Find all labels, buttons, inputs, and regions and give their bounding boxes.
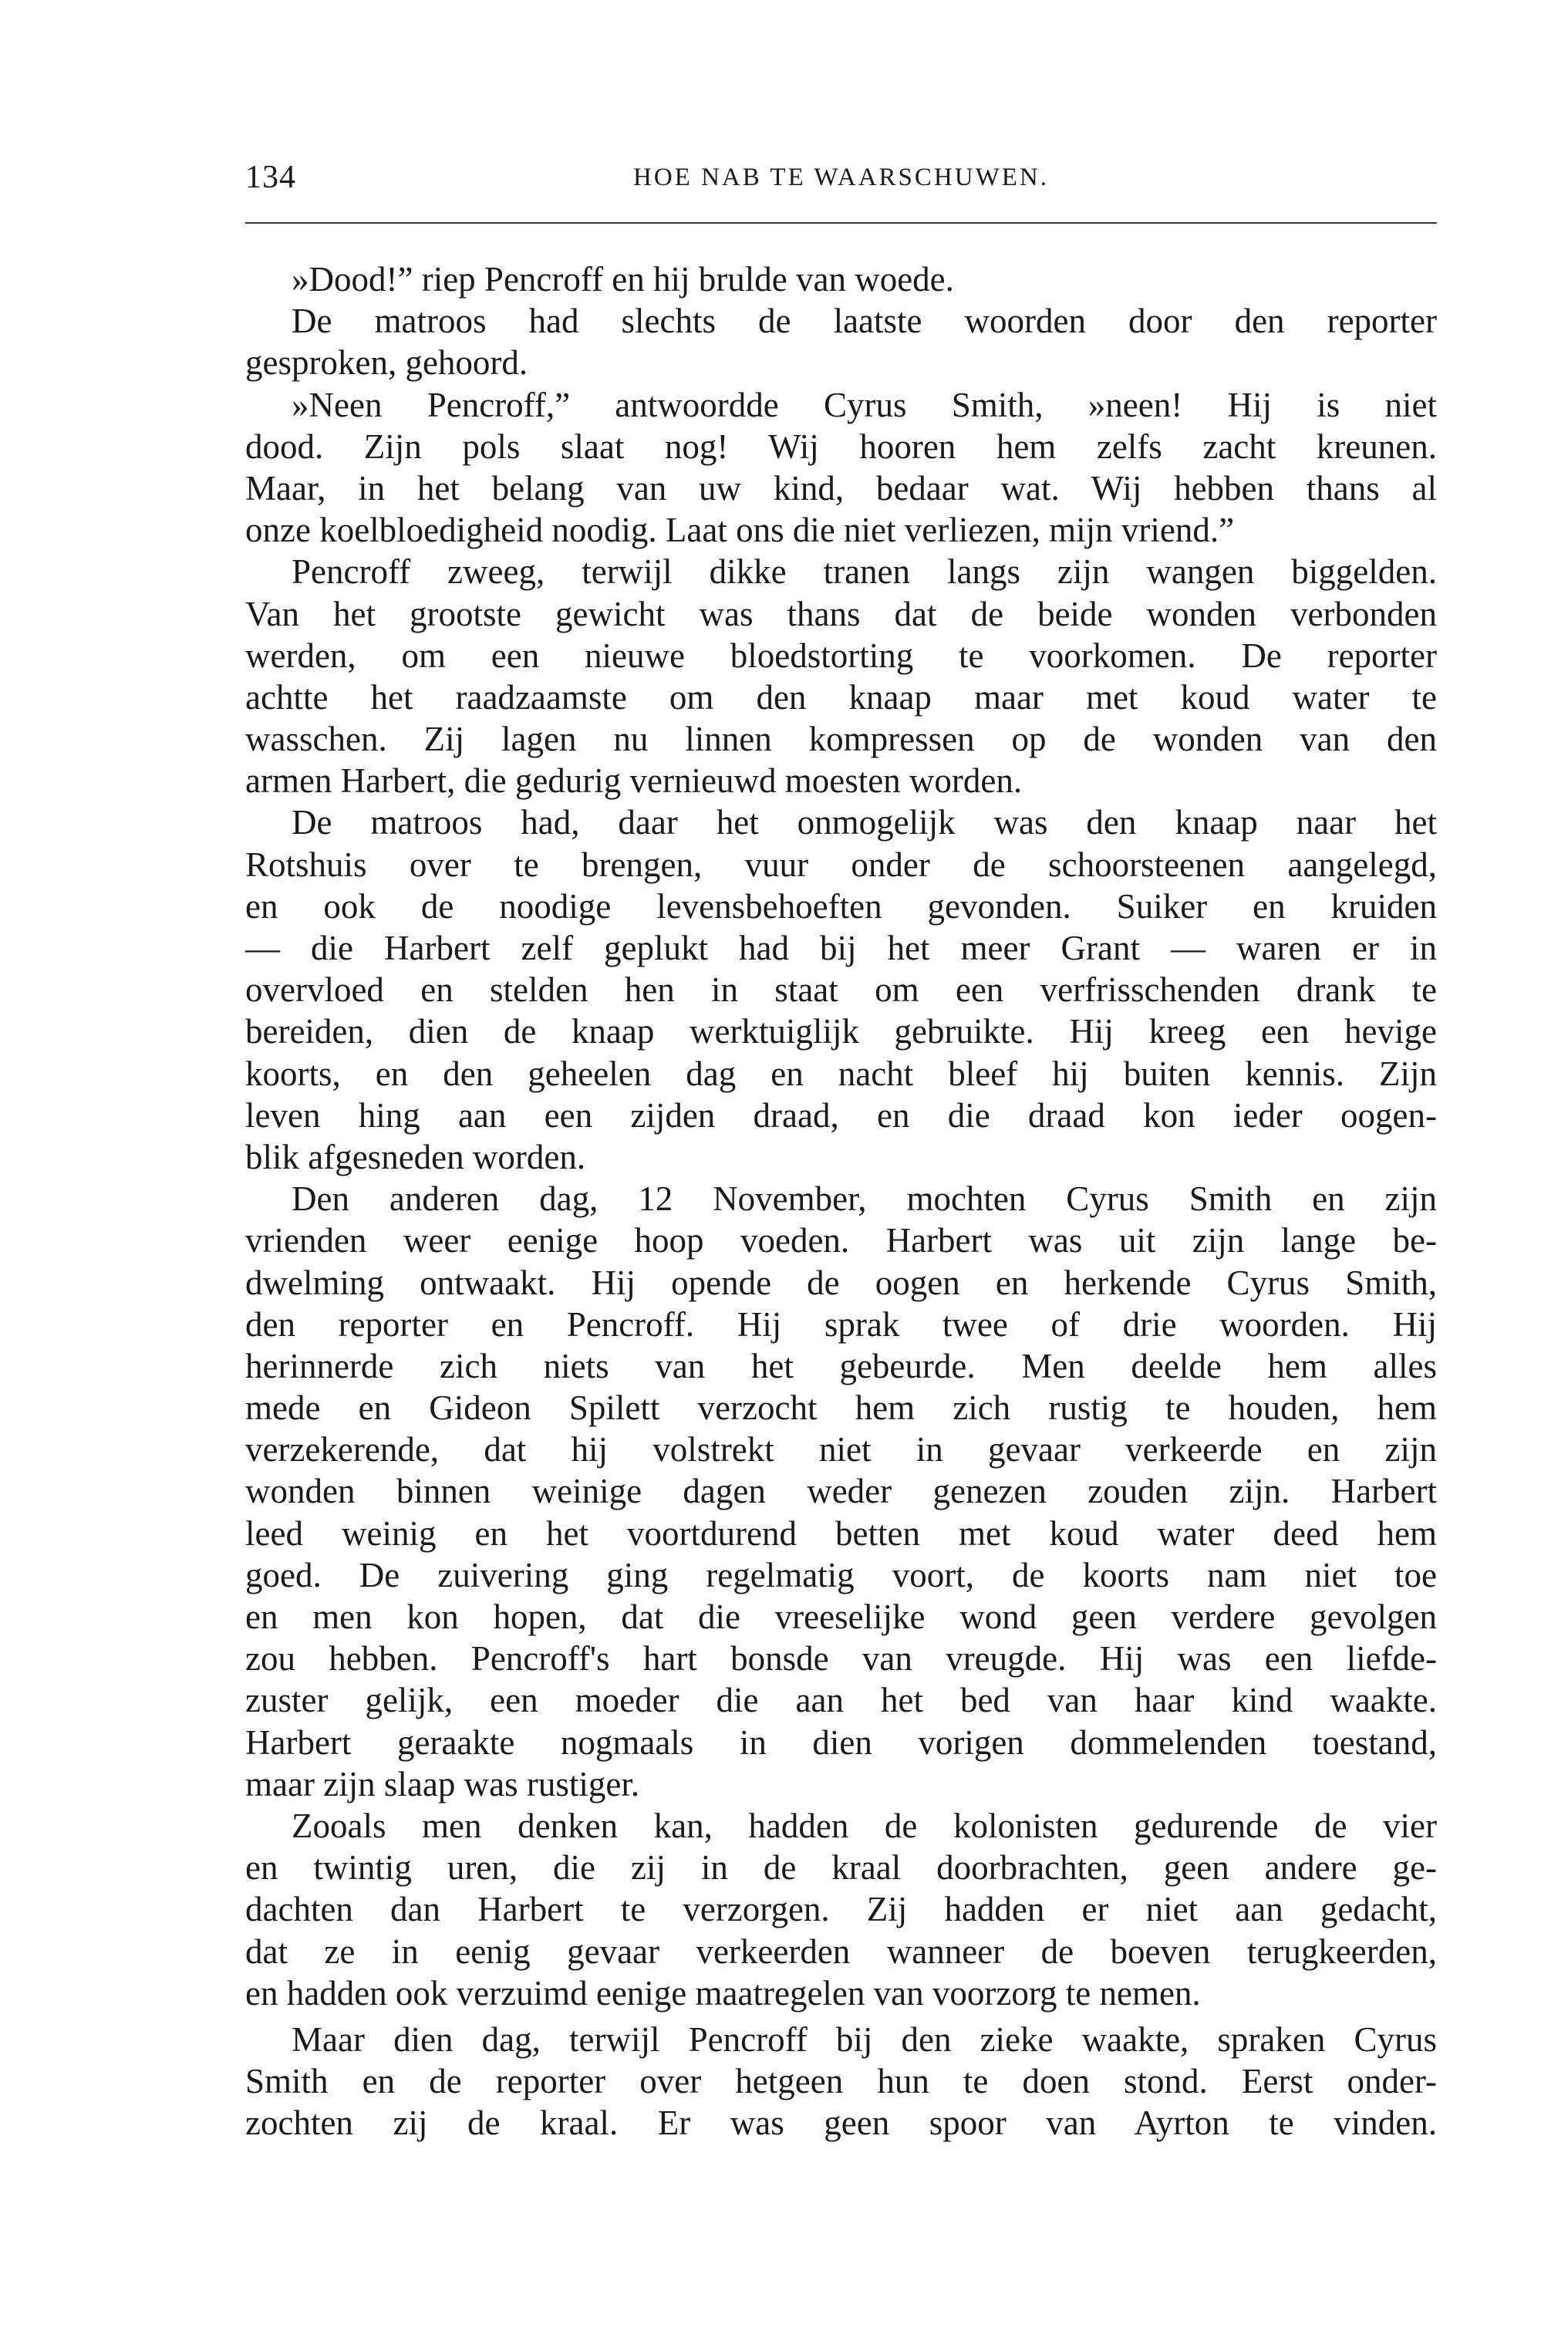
- paragraph: [245, 2019, 1437, 2144]
- text-line: achtte het raadzaamste om den knaap maar met koud water te: [245, 677, 1437, 717]
- paragraph: [245, 1178, 1437, 1805]
- text-line: leven hing aan een zijden draad, en die draad kon ieder oogen-: [245, 1095, 1437, 1135]
- paragraph: [245, 300, 1437, 383]
- paragraph: [245, 384, 1437, 552]
- text-line: Rotshuis over te brengen, vuur onder de schoorsteenen aangelegd,: [245, 845, 1437, 884]
- paragraph: [245, 551, 1437, 801]
- text-line: De matroos had, daar het onmogelijk was den knaap naar het: [292, 803, 1437, 842]
- text-line: — die Harbert zelf geplukt had bij het meer Grant — waren er in: [245, 929, 1437, 967]
- text-line: verzekerende, dat hij volstrekt niet in gevaar verkeerde en zijn: [245, 1430, 1437, 1469]
- text-line: dood. Zijn pols slaat nog! Wij hooren hem zelfs zacht kreunen.: [245, 427, 1437, 466]
- text-line: onze koelbloedigheid noodig. Laat ons die niet verliezen, mijn vriend.”: [245, 511, 1235, 550]
- header-rule: [245, 222, 1437, 224]
- paragraph: [245, 801, 1437, 1178]
- text-line: herinnerde zich niets van het gebeurde. Men deelde hem alles: [245, 1346, 1437, 1385]
- text-line: zochten zij de kraal. Er was geen spoor van Ayrton te vinden.: [245, 2104, 1437, 2143]
- text-line: Van het grootste gewicht was thans dat de beide wonden verbonden: [245, 594, 1437, 633]
- text-line: »Neen Pencroff,” antwoordde Cyrus Smith, »neen! Hij is niet: [292, 385, 1437, 424]
- text-line: blik afgesneden worden.: [245, 1137, 586, 1176]
- page-number: 134: [245, 160, 296, 195]
- text-line: zuster gelijk, een moeder die aan het bed van haar kind waakte.: [245, 1681, 1437, 1720]
- text-line: en ook de noodige levensbehoeften gevonden. Suiker en kruiden: [245, 886, 1437, 926]
- text-line: Smith en de reporter over hetgeen hun te doen stond. Eerst onder-: [245, 2062, 1437, 2101]
- text-line: dat ze in eenig gevaar verkeerden wanneer de boeven terugkeerden,: [245, 1932, 1437, 1971]
- text-line: Harbert geraakte nogmaals in dien vorigen dommelenden toestand,: [245, 1722, 1437, 1762]
- text-line: gesproken, gehoord.: [245, 343, 528, 383]
- text-line: Den anderen dag, 12 November, mochten Cyrus Smith en zijn: [292, 1179, 1437, 1219]
- text-line: zou hebben. Pencroff's hart bonsde van vreugde. Hij was een liefde-: [245, 1639, 1437, 1679]
- text-line: maar zijn slaap was rustiger.: [245, 1764, 640, 1803]
- text-line: Zooals men denken kan, hadden de kolonisten gedurende de vier: [292, 1806, 1437, 1845]
- text-line: Maar, in het belang van uw kind, bedaar wat. Wij hebben thans al: [245, 468, 1437, 508]
- text-line: wasschen. Zij lagen nu linnen kompressen op de wonden van den: [245, 720, 1437, 759]
- text-line: Pencroff zweeg, terwijl dikke tranen langs zijn wangen biggelden.: [292, 552, 1437, 592]
- text-line: armen Harbert, die gedurig vernieuwd moesten worden.: [245, 761, 1023, 801]
- text-line: dwelming ontwaakt. Hij opende de oogen en herkende Cyrus Smith,: [245, 1263, 1437, 1302]
- text-line: werden, om een nieuwe bloedstorting te voorkomen. De reporter: [245, 636, 1437, 675]
- body-text: [245, 258, 1437, 2144]
- text-line: vrienden weer eenige hoop voeden. Harbert was uit zijn lange be-: [245, 1221, 1437, 1260]
- text-line: De matroos had slechts de laatste woorden door den reporter: [292, 302, 1437, 341]
- paragraph: [245, 258, 1437, 300]
- text-line: »Dood!” riep Pencroff en hij brulde van woede.: [292, 260, 954, 299]
- text-line: wonden binnen weinige dagen weder genezen zouden zijn. Harbert: [245, 1472, 1437, 1511]
- text-line: mede en Gideon Spilett verzocht hem zich rustig te houden, hem: [245, 1388, 1437, 1428]
- text-line: den reporter en Pencroff. Hij sprak twee of drie woorden. Hij: [245, 1304, 1437, 1344]
- text-line: en men kon hopen, dat die vreeselijke wond geen verdere gevolgen: [245, 1598, 1437, 1636]
- text-line: en twintig uren, die zij in de kraal doorbrachten, geen andere ge-: [245, 1848, 1437, 1888]
- text-line: dachten dan Harbert te verzorgen. Zij hadden er niet aan gedacht,: [245, 1890, 1437, 1929]
- running-title: HOE NAB TE WAARSCHUWEN.: [633, 164, 1049, 191]
- text-line: en hadden ook verzuimd eenige maatregelen van voorzorg te nemen.: [245, 1973, 1201, 2013]
- running-head: [245, 154, 1437, 201]
- text-line: Maar dien dag, terwijl Pencroff bij den zieke waakte, spraken Cyrus: [292, 2019, 1437, 2059]
- text-line: leed weinig en het voortdurend betten met koud water deed hem: [245, 1513, 1437, 1553]
- paragraph: [245, 1805, 1437, 2014]
- text-line: bereiden, dien de knaap werktuiglijk gebruikte. Hij kreeg een hevige: [245, 1012, 1437, 1051]
- text-line: koorts, en den geheelen dag en nacht bleef hij buiten kennis. Zijn: [245, 1054, 1437, 1093]
- text-line: goed. De zuivering ging regelmatig voort, de koorts nam niet toe: [245, 1555, 1437, 1594]
- text-line: overvloed en stelden hen in staat om een verfrisschenden drank te: [245, 970, 1437, 1010]
